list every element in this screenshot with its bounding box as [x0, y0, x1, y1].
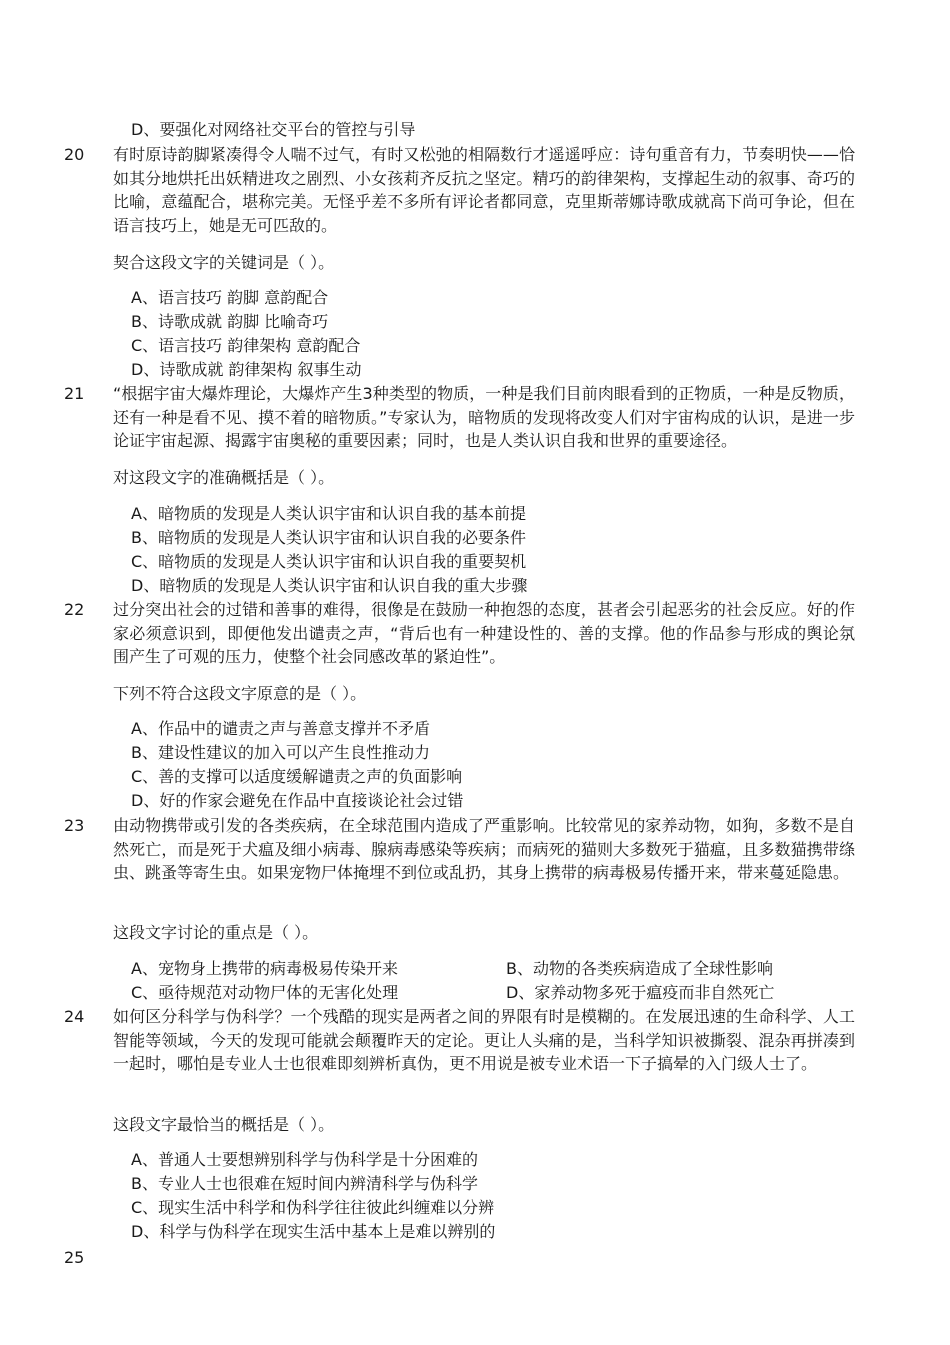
question-passage: 如何区分科学与伪科学？一个残酷的现实是两者之间的界限有时是模糊的。在发展迅速的生命科学、人工智能等领域，今天的发现可能就会颠覆昨天的定论。更让人头痛的是，当科学知识被撕裂、混杂再拼凑到一起时，哪怕是专业人士也很难即刻辨析真伪，更不用说是被专业术语一下子搞晕的入门级人士了。 [113, 1007, 855, 1074]
option-a: A、语言技巧 韵脚 意韵配合 [131, 288, 329, 307]
option-b: B、暗物质的发现是人类认识宇宙和认识自我的必要条件 [131, 528, 526, 547]
question-number: 20 [64, 145, 85, 164]
question-prompt: 这段文字讨论的重点是（ ）。 [113, 923, 319, 942]
option-b: B、诗歌成就 韵脚 比喻奇巧 [131, 312, 329, 331]
option-b: B、动物的各类疾病造成了全球性影响 [506, 959, 773, 978]
option-a: A、作品中的谴责之声与善意支撑并不矛盾 [131, 719, 430, 738]
option-c: C、亟待规范对动物尸体的无害化处理 [131, 983, 399, 1002]
option-d: D、诗歌成就 韵律架构 叙事生动 [131, 360, 362, 379]
option-c: C、语言技巧 韵律架构 意韵配合 [131, 336, 361, 355]
option-c: C、善的支撑可以适度缓解谴责之声的负面影响 [131, 767, 463, 786]
option-b: B、专业人士也很难在短时间内辨清科学与伪科学 [131, 1174, 478, 1193]
option-a: A、宠物身上携带的病毒极易传染开来 [131, 959, 398, 978]
option-d: D、好的作家会避免在作品中直接谈论社会过错 [131, 791, 464, 810]
question-passage: “根据宇宙大爆炸理论，大爆炸产生3种类型的物质，一种是我们目前肉眼看到的正物质，一种是反物质，还有一种是看不见、摸不着的暗物质。”专家认为，暗物质的发现将改变人们对宇宙构成的认识，是进一步论证宇宙起源、揭露宇宙奥秘的重要因素；同时，也是人类认识自我和世界的重要途径。 [113, 384, 855, 451]
option-c: C、暗物质的发现是人类认识宇宙和认识自我的重要契机 [131, 552, 527, 571]
question-number: 21 [64, 384, 85, 403]
question-passage: 过分突出社会的过错和善事的难得，很像是在鼓励一种抱怨的态度，甚者会引起恶劣的社会反应。好的作家必须意识到，即便他发出谴责之声，“背后也有一种建设性的、善的支撑。他的作品参与形成的舆论氛围产生了可观的压力，使整个社会同感改革的紧迫性”。 [113, 600, 855, 667]
option-a: A、普通人士要想辨别科学与伪科学是十分困难的 [131, 1150, 478, 1169]
question-prompt: 下列不符合这段文字原意的是（ ）。 [113, 684, 367, 703]
option-b: B、建设性建议的加入可以产生良性推动力 [131, 743, 430, 762]
question-prompt: 契合这段文字的关键词是（ ）。 [113, 253, 335, 272]
option-c: C、现实生活中科学和伪科学往往彼此纠缠难以分辨 [131, 1198, 495, 1217]
question-passage: 由动物携带或引发的各类疾病，在全球范围内造成了严重影响。比较常见的家养动物，如狗，多数不是自然死亡，而是死于犬瘟及细小病毒、腺病毒感染等疾病；而病死的猫则大多数死于猫瘟，且多数猫携带绦虫、跳蚤等寄生虫。如果宠物尸体掩埋不到位或乱扔，其身上携带的病毒极易传播开来，带来蔓延隐患。 [113, 816, 855, 883]
prev-question-option-d: D、要强化对网络社交平台的管控与引导 [131, 120, 416, 139]
option-d: D、家养动物多死于瘟疫而非自然死亡 [506, 983, 775, 1002]
question-number: 24 [64, 1007, 85, 1026]
question-number: 22 [64, 600, 85, 619]
question-prompt: 这段文字最恰当的概括是（ ）。 [113, 1115, 335, 1134]
option-a: A、暗物质的发现是人类认识宇宙和认识自我的基本前提 [131, 504, 526, 523]
option-d: D、暗物质的发现是人类认识宇宙和认识自我的重大步骤 [131, 576, 528, 595]
question-number: 23 [64, 816, 85, 835]
question-prompt: 对这段文字的准确概括是（ ）。 [113, 468, 335, 487]
question-passage: 有时原诗韵脚紧凑得令人喘不过气，有时又松弛的相隔数行才遥遥呼应：诗句重音有力，节奏明快——恰如其分地烘托出妖精进攻之剧烈、小女孩莉齐反抗之坚定。精巧的韵律架构，支撑起生动的叙事、奇巧的比喻，意蕴配合，堪称完美。无怪乎差不多所有评论者都同意，克里斯蒂娜诗歌成就高下尚可争论，但在语言技巧上，她是无可匹敌的。 [113, 145, 855, 235]
option-d: D、科学与伪科学在现实生活中基本上是难以辨别的 [131, 1222, 496, 1241]
question-number: 25 [64, 1248, 85, 1267]
